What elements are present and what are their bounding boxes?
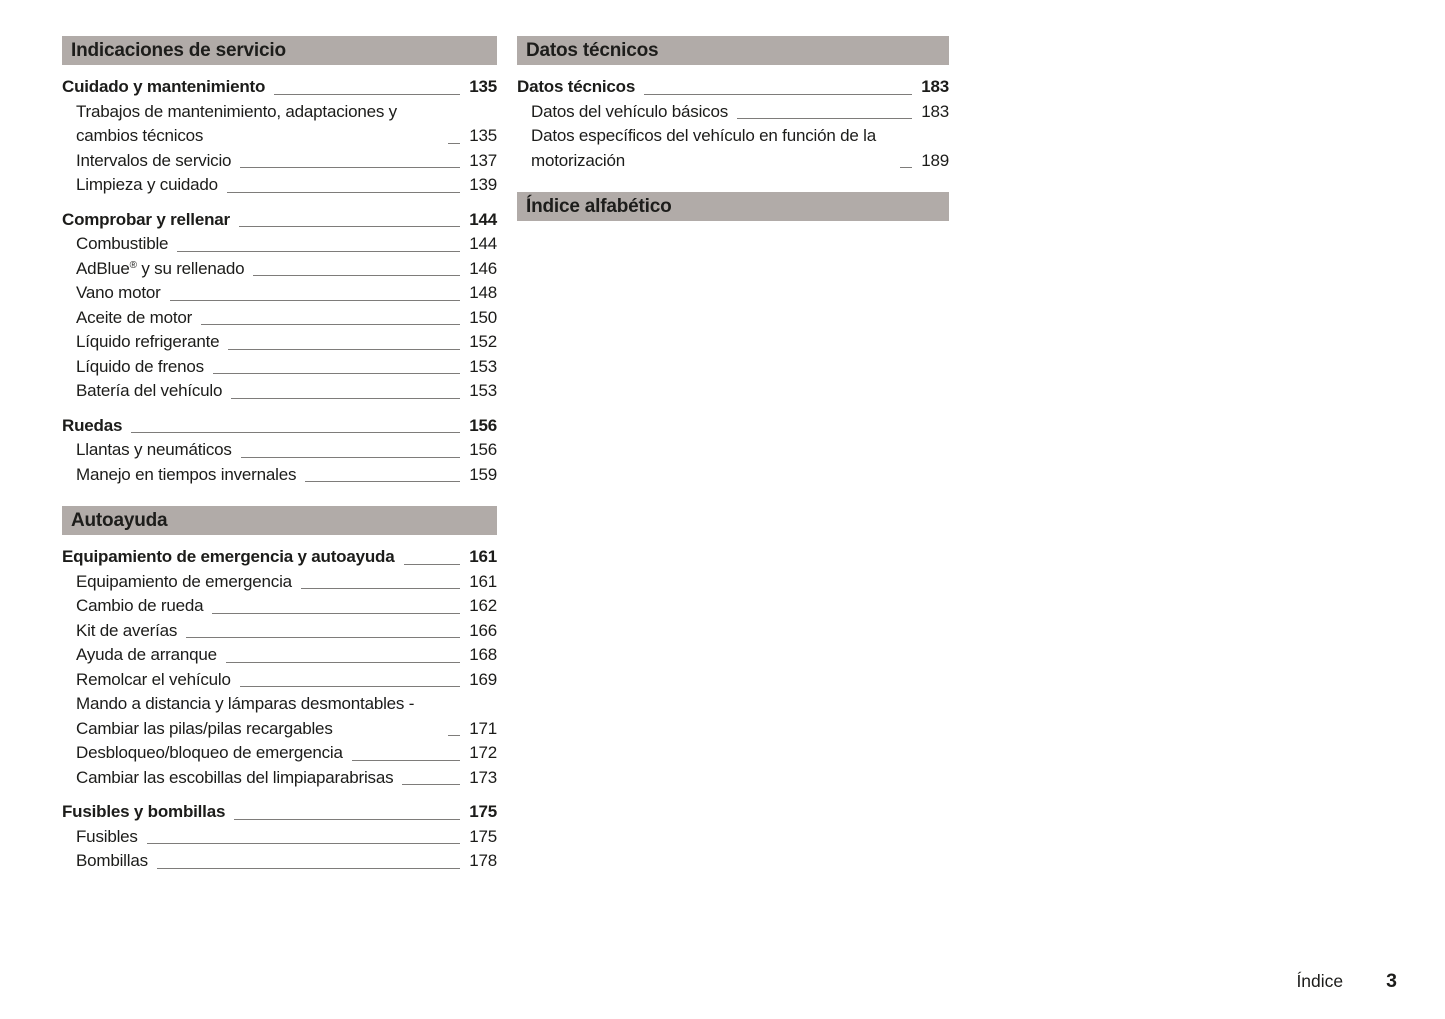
toc-leader-line (274, 94, 460, 95)
toc-leader-line (352, 760, 460, 761)
toc-leader-line (170, 300, 460, 301)
toc-entry (62, 281, 497, 306)
toc-leader-line (228, 349, 460, 350)
toc-entry-page: 135 (469, 77, 497, 96)
toc-leader-line (301, 588, 460, 589)
toc-entry-label: Datos específicos del vehículo en función de la motorización (531, 126, 876, 170)
toc-entry (62, 619, 497, 644)
toc-leader-line (402, 784, 460, 785)
toc-entry (62, 257, 497, 282)
toc-entry (62, 766, 497, 791)
toc-entry-page: 168 (469, 645, 497, 664)
toc-entry (62, 463, 497, 488)
toc-entry-label: Ruedas (62, 415, 123, 435)
toc-leader-line (305, 481, 460, 482)
toc-leader-line (212, 613, 460, 614)
toc-entry-page: 166 (469, 620, 497, 640)
toc-group (517, 75, 949, 173)
toc-entry-page: 144 (469, 234, 497, 253)
toc-entry-page: 178 (469, 851, 497, 870)
toc-entry-label: Fusibles (76, 826, 138, 846)
toc-entry-label: Kit de averías (76, 620, 178, 640)
toc-leader-line (240, 167, 460, 168)
toc-entry-page: 137 (469, 150, 497, 170)
toc-entry-label: Combustible (76, 234, 169, 253)
toc-entry-label: Líquido de frenos (76, 356, 204, 376)
toc-entry-page: 144 (469, 209, 497, 229)
toc-entry-label: Vano motor (76, 283, 161, 302)
toc-entry (62, 173, 497, 198)
section-header: Datos técnicos (517, 36, 949, 65)
toc-entry-page: 183 (921, 101, 949, 121)
toc-leader-line (186, 637, 460, 638)
toc-leader-line (240, 686, 460, 687)
toc-entry-label: Llantas y neumáticos (76, 440, 232, 459)
section-header: Autoayuda (62, 506, 497, 535)
toc-entry-label: Batería del vehículo (76, 381, 223, 400)
toc-entry (62, 741, 497, 766)
toc-column-right (517, 36, 949, 224)
toc-leader-line (241, 457, 460, 458)
registered-trademark-sup: ® (129, 259, 137, 271)
toc-entry-label: Equipamiento de emergencia (76, 571, 292, 591)
toc-entry-page: 171 (469, 718, 497, 738)
toc-entry (62, 75, 497, 100)
toc-leader-line (239, 226, 460, 227)
footer-chapter-label: Índice (1296, 971, 1344, 991)
toc-entry-page: 169 (469, 669, 497, 689)
toc-entry-label: Equipamiento de emergencia y autoayuda (62, 547, 395, 566)
toc-entry (62, 545, 497, 570)
toc-entry (62, 379, 497, 404)
toc-leader-line (448, 143, 460, 144)
toc-entry-page: 135 (469, 126, 497, 145)
toc-leader-line (404, 564, 461, 565)
toc-entry (62, 825, 497, 850)
toc-entry-label: Remolcar el vehículo (76, 669, 231, 689)
toc-entry-page: 175 (469, 826, 497, 846)
toc-group (62, 208, 497, 404)
toc-section (62, 36, 497, 487)
toc-leader-line (227, 192, 460, 193)
toc-entry (62, 849, 497, 874)
toc-leader-line (253, 275, 460, 276)
toc-entry-label: Datos técnicos (517, 77, 636, 96)
toc-entry-page: 156 (469, 440, 497, 459)
toc-entry (62, 668, 497, 693)
toc-entry (62, 100, 497, 149)
toc-entry (517, 124, 949, 173)
toc-leader-line (234, 819, 460, 820)
toc-entry-page: 153 (469, 356, 497, 376)
toc-section (517, 36, 949, 173)
toc-entry-page: 161 (469, 571, 497, 591)
toc-leader-line (448, 735, 460, 736)
toc-column-left (62, 36, 497, 874)
toc-entry (62, 149, 497, 174)
toc-leader-line (226, 662, 460, 663)
toc-entry-page: 156 (469, 415, 497, 435)
toc-entry-label: Desbloqueo/bloqueo de emergencia (76, 743, 343, 762)
toc-entry-page: 162 (469, 596, 497, 615)
toc-entry (517, 75, 949, 100)
toc-entry-page: 175 (469, 802, 497, 821)
toc-entry-page: 139 (469, 175, 497, 194)
toc-entry-page: 173 (469, 767, 497, 787)
toc-entry (62, 570, 497, 595)
toc-entry-label: Cambio de rueda (76, 596, 204, 615)
toc-entry (62, 414, 497, 439)
toc-group (62, 75, 497, 198)
toc-entry (62, 692, 497, 741)
toc-entry (517, 100, 949, 125)
toc-entry (62, 800, 497, 825)
toc-entry-label: Cambiar las escobillas del limpiaparabrisas (76, 767, 394, 787)
section-header: Índice alfabético (517, 192, 949, 221)
toc-section (517, 192, 949, 221)
toc-leader-line (131, 432, 460, 433)
page-footer (1296, 970, 1397, 993)
toc-entry-label: Trabajos de mantenimiento, adaptaciones y cambios técnicos (76, 101, 397, 145)
toc-leader-line (900, 167, 912, 168)
toc-entry (62, 594, 497, 619)
toc-leader-line (213, 373, 460, 374)
toc-entry-page: 189 (921, 150, 949, 170)
toc-entry (62, 306, 497, 331)
toc-leader-line (644, 94, 912, 95)
footer-page-number: 3 (1386, 970, 1397, 992)
toc-entry-page: 148 (469, 283, 497, 302)
toc-group (62, 545, 497, 790)
toc-leader-line (231, 398, 460, 399)
toc-leader-line (157, 868, 460, 869)
toc-entry-label: Aceite de motor (76, 307, 193, 327)
toc-entry-label: Líquido refrigerante (76, 332, 220, 351)
toc-entry (62, 355, 497, 380)
toc-entry-label: Intervalos de servicio (76, 150, 232, 170)
toc-entry-page: 146 (469, 258, 497, 278)
toc-entry-label: Cuidado y mantenimiento (62, 77, 266, 96)
toc-leader-line (201, 324, 460, 325)
toc-entry (62, 643, 497, 668)
toc-entry (62, 330, 497, 355)
toc-entry (62, 438, 497, 463)
toc-entry-page: 150 (469, 307, 497, 327)
toc-leader-line (737, 118, 912, 119)
toc-entry-label: Bombillas (76, 851, 148, 870)
toc-entry-label: Mando a distancia y lámparas desmontables - Cambiar las pilas/pilas recargables (76, 694, 415, 738)
toc-entry (62, 232, 497, 257)
toc-entry-label: Limpieza y cuidado (76, 175, 218, 194)
toc-entry-label: Datos del vehículo básicos (531, 101, 729, 121)
toc-entry-page: 161 (469, 547, 497, 566)
section-header: Indicaciones de servicio (62, 36, 497, 65)
toc-leader-line (177, 251, 460, 252)
toc-entry-label: Manejo en tiempos invernales (76, 464, 297, 484)
toc-entry-page: 159 (469, 464, 497, 484)
toc-entry-page: 153 (469, 381, 497, 400)
toc-entry-label: AdBlue® y su rellenado (76, 258, 245, 278)
toc-entry-label: Fusibles y bombillas (62, 802, 226, 821)
toc-section (62, 506, 497, 874)
toc-entry-page: 172 (469, 743, 497, 762)
toc-entry-page: 152 (469, 332, 497, 351)
toc-entry-label: Comprobar y rellenar (62, 209, 230, 229)
toc-entry (62, 208, 497, 233)
toc-entry-page: 183 (921, 77, 949, 96)
toc-leader-line (147, 843, 460, 844)
toc-entry-label: Ayuda de arranque (76, 645, 217, 664)
toc-group (62, 800, 497, 874)
toc-group (62, 414, 497, 488)
